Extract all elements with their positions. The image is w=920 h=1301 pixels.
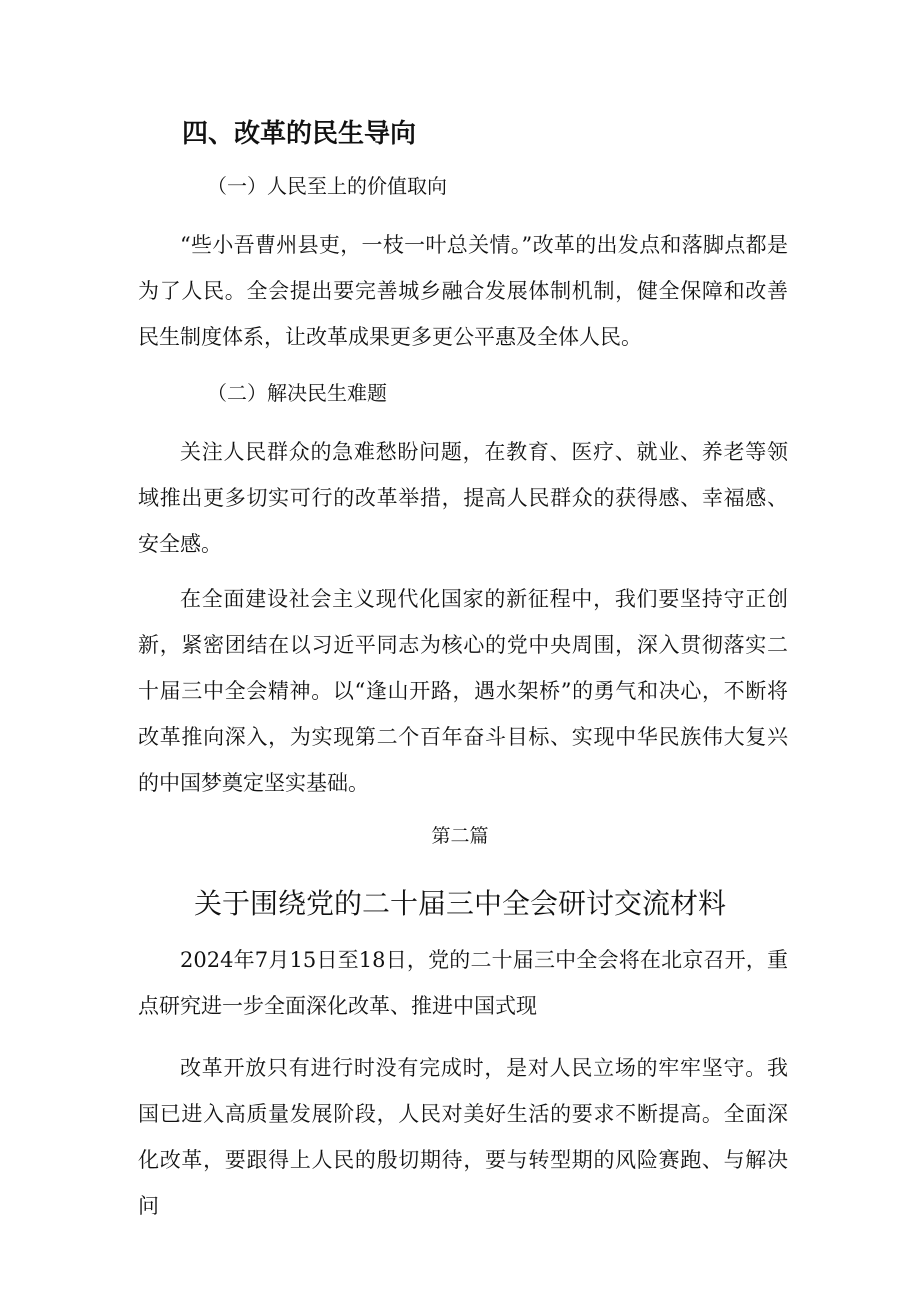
paragraph-livelihood: 关注人民群众的急难愁盼问题，在教育、医疗、就业、养老等领域推出更多切实可行的改革举措，提高人民群众的获得感、幸福感、安全感。: [138, 440, 788, 556]
paragraph-plenum-date: 2024年7月15日至18日，党的二十届三中全会将在北京召开，重点研究进一步全面深化改革、推进中国式现: [138, 948, 788, 1018]
part-label: 第二篇: [431, 825, 489, 847]
document-title: 关于围绕党的二十届三中全会研讨交流材料: [193, 887, 726, 920]
subsection-heading-2: （二）解决民生难题: [207, 381, 387, 405]
subsection-heading-1: （一）人民至上的价值取向: [207, 174, 447, 198]
paragraph-conclusion: 在全面建设社会主义现代化国家的新征程中，我们要坚持守正创新，紧密团结在以习近平同志为核心的党中央周围，深入贯彻落实二十届三中全会精神。以“逢山开路，遇水架桥”的勇气和决心，不断将改革推向深入，为实现第二个百年奋斗目标、实现中华民族伟大复兴的中国梦奠定坚实基础。: [138, 587, 788, 795]
section-heading: 四、改革的民生导向: [182, 119, 417, 149]
paragraph-people-first: “些小吾曹州县吏，一枝一叶总关情。”改革的出发点和落脚点都是为了人民。全会提出要完善城乡融合发展体制机制，健全保障和改善民生制度体系，让改革成果更多更公平惠及全体人民。: [138, 233, 788, 349]
paragraph-reform-opening: 改革开放只有进行时没有完成时，是对人民立场的牢牢坚守。我国已进入高质量发展阶段，人民对美好生活的要求不断提高。全面深化改革，要跟得上人民的殷切期待，要与转型期的风险赛跑、与解决问: [138, 1056, 788, 1218]
